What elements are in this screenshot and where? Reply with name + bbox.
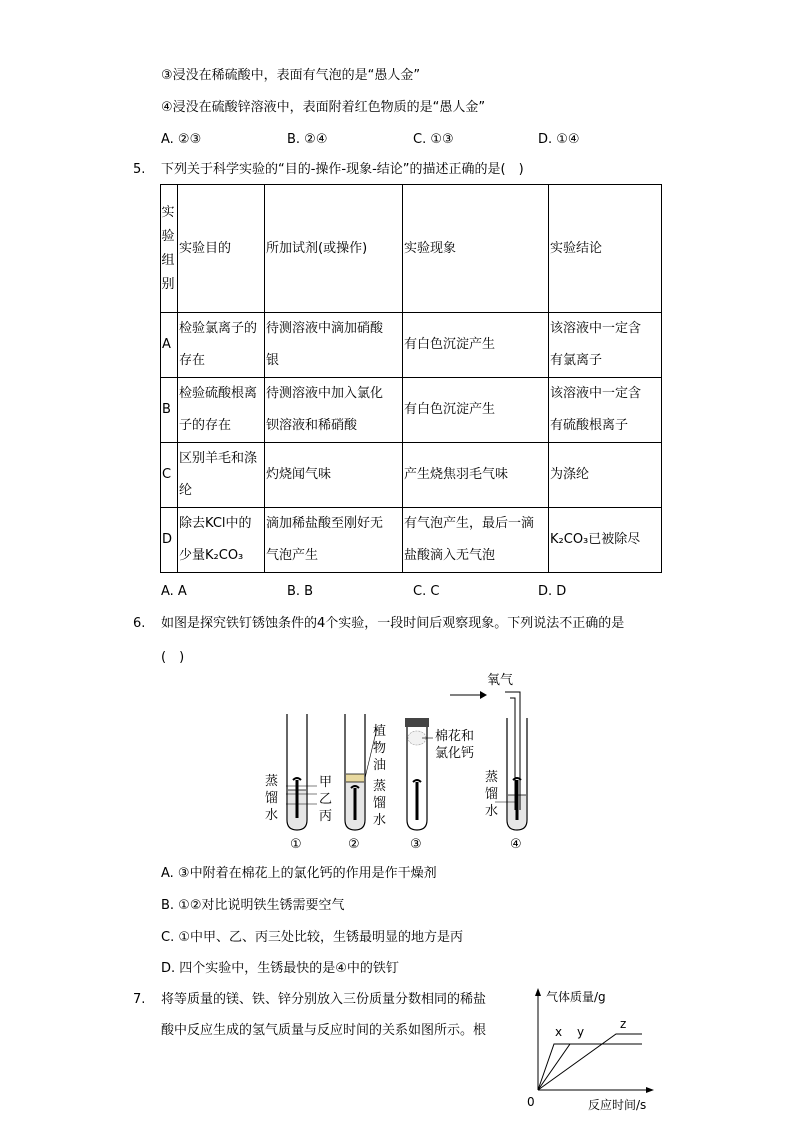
oil-1: 植 [373,724,387,739]
q5-option-c: C. C [413,584,440,599]
cell-line: 产生烧焦羽毛气味 [404,467,509,482]
cell-purpose [178,508,265,573]
water-left-3: 水 [265,808,279,823]
cell-purpose [178,313,265,378]
row-id: A [161,313,178,378]
q6-stem: 如图是探究铁钉锈蚀条件的4个实验，一段时间后观察现象。下列说法不正确的是 [161,616,625,631]
series-y-label: y [577,1025,585,1039]
graph-origin: 0 [527,1095,535,1109]
q4-option-d: D. ①④ [538,132,580,147]
cell-line: 有白色沉淀产生 [404,402,496,417]
cell-line: 子的存在 [179,418,232,433]
water-mid-1: 蒸 [373,779,387,794]
cell-line: 待测溶液中加入氯化 [266,386,384,401]
tube-label-1: ① [290,837,302,852]
cell-line: 银 [266,353,280,368]
q7-line-1: 将等质量的镁、铁、锌分别放入三份质量分数相同的稀盐 [161,992,487,1007]
cell-conclusion [549,378,662,443]
cell-phenomenon [403,378,549,443]
header-group-char: 实 [161,204,175,220]
cell-line: 该溶液中一定含 [550,386,642,401]
header-phenomenon: 实验现象 [403,185,549,313]
q7-line-2: 酸中反应生成的氢气质量与反应时间的关系如图所示。根 [161,1023,487,1038]
cell-operation [265,378,403,443]
experiment-table [160,184,662,573]
row-id: D [161,508,178,573]
q6-option-c: C. ①中甲、乙、丙三处比较，生锈最明显的地方是丙 [161,930,463,945]
header-purpose: 实验目的 [178,185,265,313]
series-z-line [538,1034,642,1090]
cell-line: 滴加稀盐酸至刚好无 [266,516,384,531]
tube-2 [345,714,365,830]
water-mid-2: 馏 [373,796,387,811]
cell-conclusion [549,443,662,508]
tube-label-2: ② [348,837,360,852]
row-id: C [161,443,178,508]
cell-line: 区别羊毛和涤 [179,451,258,466]
q5-option-a: A. A [161,584,187,599]
cell-line: 盐酸滴入无气泡 [404,548,496,563]
cell-line: 有气泡产生，最后一滴 [404,516,535,531]
cell-line: 检验硫酸根离 [179,386,258,401]
cell-operation [265,508,403,573]
cell-line: 检验氯离子的 [179,321,258,336]
q6-option-a: A. ③中附着在棉花上的氯化钙的作用是作干燥剂 [161,866,437,881]
table-row [161,378,662,443]
cell-line: 存在 [179,353,206,368]
oil-2: 物 [373,741,387,756]
cell-line: 该溶液中一定含 [550,321,642,336]
cotton-2: 氯化钙 [435,746,475,761]
q6-option-b: B. ①②对比说明铁生锈需要空气 [161,898,345,913]
cell-line: 少量K₂CO₃ [179,548,244,563]
cell-operation [265,443,403,508]
cell-line: 纶 [179,483,193,498]
q5-number: 5. [133,162,146,177]
water-left-2: 馏 [265,791,279,806]
table-row [161,443,662,508]
cell-conclusion [549,508,662,573]
q6-option-d: D. 四个实验中，生锈最快的是④中的铁钉 [161,961,399,976]
q4-option-b: B. ②④ [287,132,328,147]
cell-line: 有白色沉淀产生 [404,337,496,352]
table-row [161,313,662,378]
water-right-2: 馏 [485,787,499,802]
cell-line: 待测溶液中滴加硝酸 [266,321,384,336]
oxygen-label: 氧气 [487,673,514,688]
cell-phenomenon [403,443,549,508]
q5-option-b: B. B [287,584,314,599]
q7-number: 7. [133,992,146,1007]
cell-conclusion [549,313,662,378]
label-jia: 甲 [319,775,333,790]
cell-line: 气泡产生 [266,548,319,563]
q4-statement-4: ④浸没在硫酸锌溶液中，表面附着红色物质的是“愚人金” [161,100,486,115]
water-right-1: 蒸 [485,770,499,785]
header-operation: 所加试剂(或操作) [265,185,403,313]
cell-line: 除去KCl中的 [179,516,252,531]
q5-stem: 下列关于科学实验的“目的-操作-现象-结论”的描述正确的是( ) [161,162,524,177]
header-group-char: 别 [161,276,175,292]
header-group-label [161,201,175,297]
q5-option-d: D. D [538,584,567,599]
water-right-3: 水 [485,804,499,819]
oil-3: 油 [373,758,387,773]
rust-experiment-figure [255,670,555,855]
header-group-char: 验 [161,228,175,244]
cotton-1: 棉花和 [435,729,475,744]
table-header-row [161,185,662,313]
q4-option-a: A. ②③ [161,132,202,147]
cell-operation [265,313,403,378]
graph-xlabel: 反应时间/s [588,1098,647,1112]
tube-3 [405,718,429,830]
tube-label-3: ③ [410,837,422,852]
q4-option-c: C. ①③ [413,132,454,147]
series-y-line [538,1044,642,1090]
q4-statement-3: ③浸没在稀硫酸中，表面有气泡的是“愚人金” [161,68,421,83]
cell-line: K₂CO₃已被除尽 [550,532,641,547]
water-mid-3: 水 [373,813,387,828]
water-left-1: 蒸 [265,774,279,789]
header-conclusion: 实验结论 [549,185,662,313]
label-bing: 丙 [319,809,333,824]
cell-purpose [178,378,265,443]
label-yi: 乙 [319,792,333,807]
header-group [161,185,178,313]
cell-line: 为涤纶 [550,467,590,482]
cell-line: 钡溶液和稀硝酸 [266,418,358,433]
series-x-label: x [555,1025,563,1039]
graph-ylabel: 气体质量/g [546,990,606,1004]
tube-1 [286,714,317,830]
cell-purpose [178,443,265,508]
cell-phenomenon [403,508,549,573]
tube-label-4: ④ [510,837,522,852]
cell-line: 有氯离子 [550,353,603,368]
table-row [161,508,662,573]
q6-number: 6. [133,616,146,631]
series-z-label: z [620,1017,627,1031]
row-id: B [161,378,178,443]
q6-answer-paren: ( ) [161,650,185,665]
cell-line: 灼烧闻气味 [266,467,332,482]
header-group-char: 组 [161,252,175,268]
cell-phenomenon [403,313,549,378]
hydrogen-graph [520,982,670,1112]
cell-line: 有硫酸根离子 [550,418,629,433]
